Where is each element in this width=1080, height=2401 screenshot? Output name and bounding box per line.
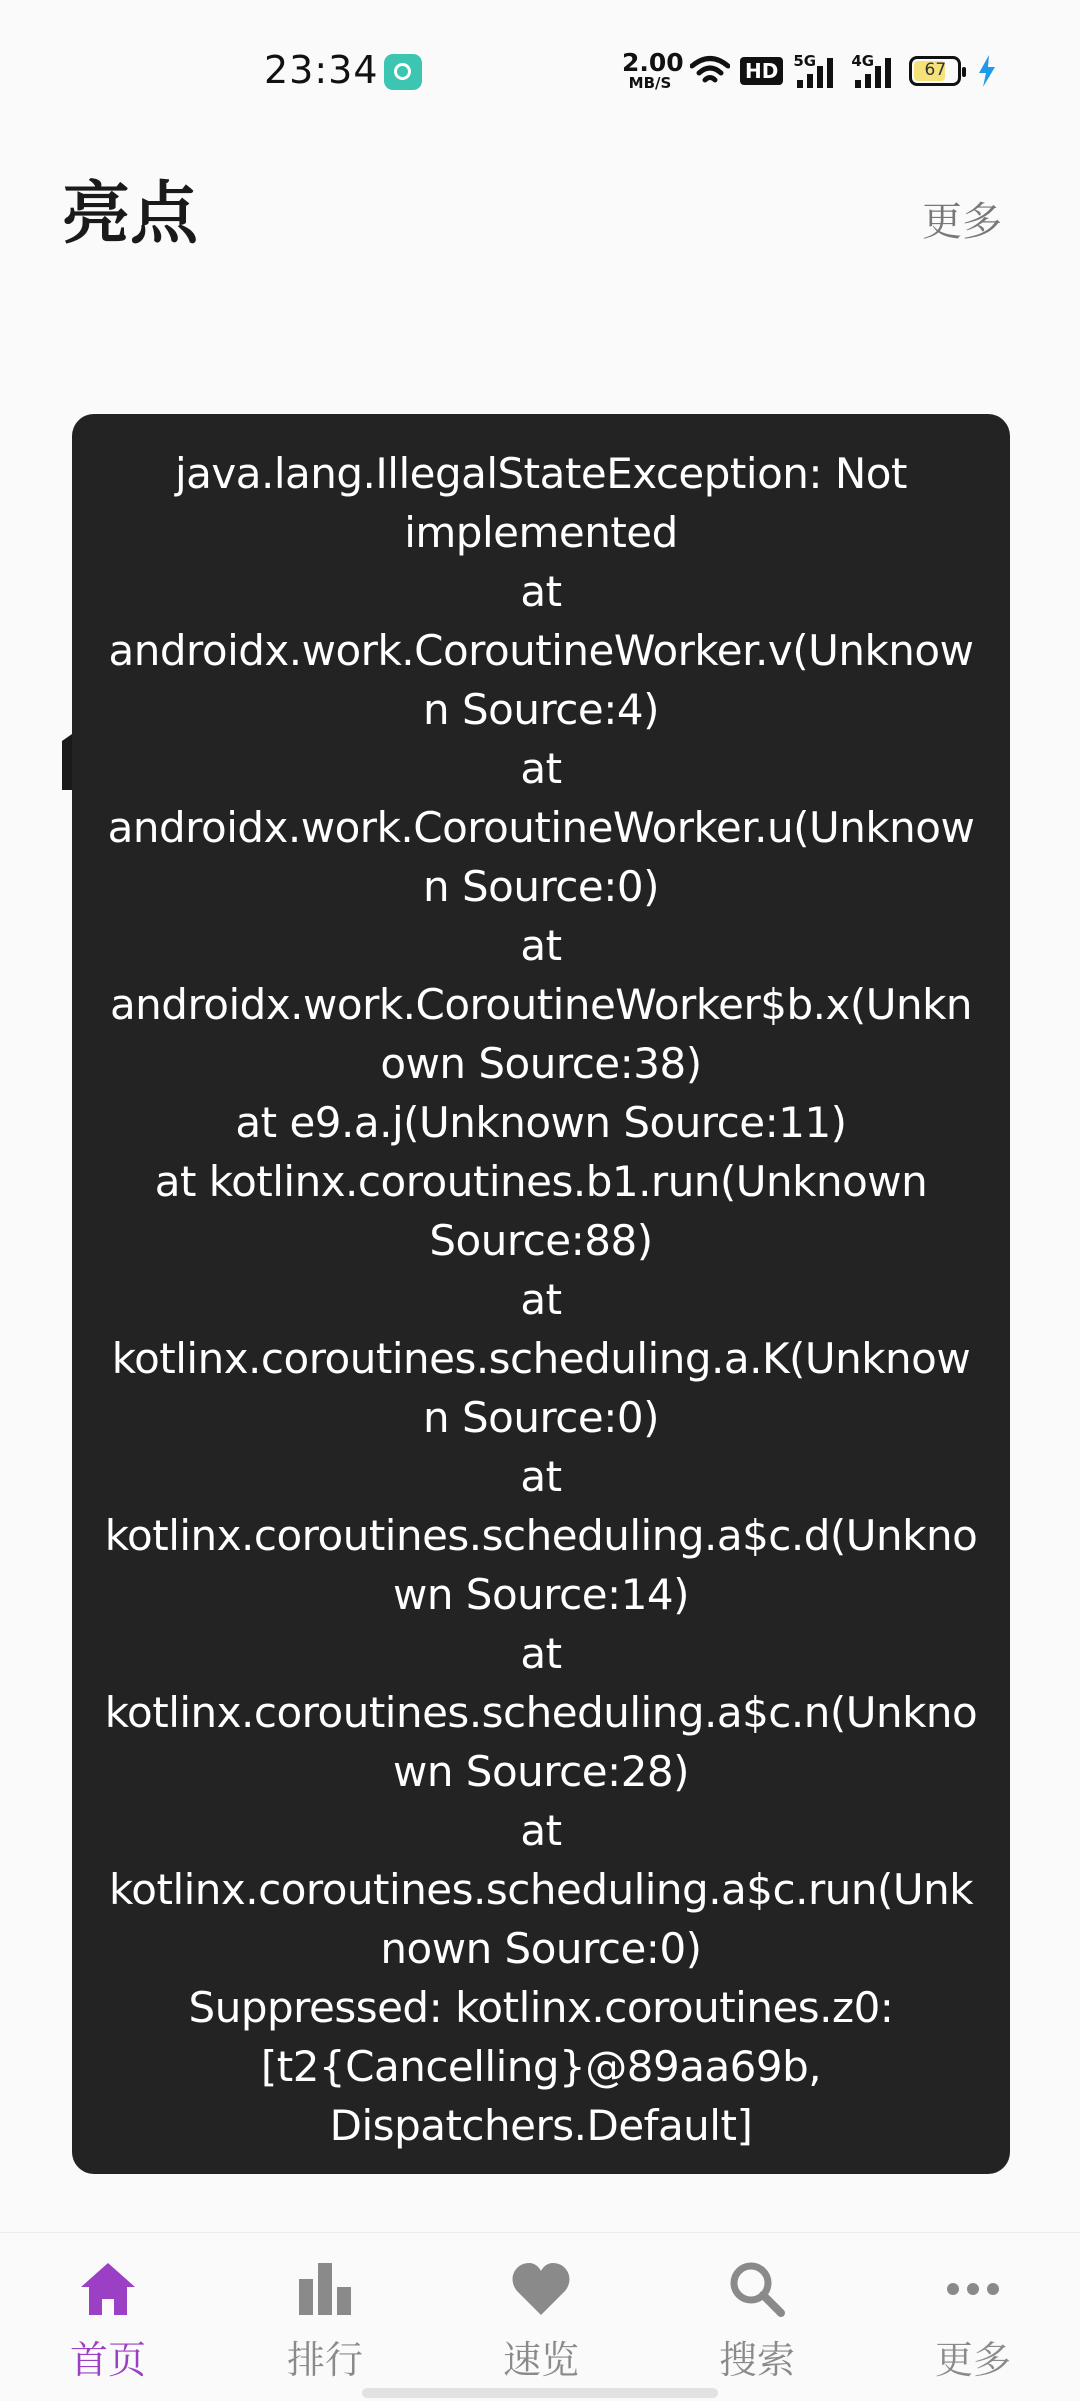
error-toast-line: implemented [404, 508, 678, 557]
error-toast-line: androidx.work.CoroutineWorker$b.x(Unkn [109, 980, 973, 1029]
error-toast-line: [t2{Cancelling}@89aa69b, [260, 2042, 822, 2091]
error-toast-line: kotlinx.coroutines.scheduling.a.K(Unknow [111, 1334, 971, 1383]
status-bar [0, 0, 1080, 140]
error-toast-line: at [520, 567, 562, 616]
error-toast-line: at [520, 1275, 562, 1324]
bar-chart-icon [295, 2259, 355, 2319]
error-toast-line: at [520, 1629, 562, 1678]
signal-5g-icon [793, 52, 841, 90]
home-indicator[interactable] [362, 2388, 718, 2398]
network-speed-unit: MB/S [628, 74, 672, 92]
nav-item-quickview[interactable] [466, 2259, 616, 2384]
error-toast-line: n Source:4) [423, 685, 659, 734]
sim2-label: 4G [851, 52, 875, 70]
error-toast-line: own Source:38) [380, 1039, 702, 1088]
nav-label-ranking: 排行 [286, 2338, 363, 2382]
app-notification-icon [384, 54, 422, 90]
battery-icon [909, 56, 961, 86]
nav-label-search: 搜索 [718, 2338, 795, 2382]
nav-label-quickview: 速览 [502, 2338, 579, 2382]
network-speed-value: 2.00 [622, 48, 684, 77]
nav-item-more[interactable] [898, 2259, 1048, 2384]
home-icon [78, 2259, 138, 2319]
nav-label-more: 更多 [934, 2338, 1011, 2382]
error-toast-line: at [520, 1452, 562, 1501]
bottom-navigation [0, 2232, 1080, 2401]
error-toast-line: wn Source:14) [392, 1570, 690, 1619]
network-speed [622, 48, 684, 92]
heart-icon [511, 2259, 571, 2319]
error-toast-line: androidx.work.CoroutineWorker.u(Unknow [107, 803, 975, 852]
sim1-label: 5G [793, 52, 817, 70]
error-toast-line: nown Source:0) [380, 1924, 702, 1973]
error-toast-line: wn Source:28) [392, 1747, 690, 1796]
error-toast-line: at [520, 1806, 562, 1855]
nav-label-home: 首页 [69, 2338, 146, 2382]
error-toast-line: n Source:0) [423, 1393, 659, 1442]
more-dots-icon [943, 2259, 1003, 2319]
error-toast-line: n Source:0) [423, 862, 659, 911]
error-toast-line: androidx.work.CoroutineWorker.v(Unknow [108, 626, 974, 675]
error-toast [72, 414, 1010, 2174]
wifi-icon [690, 55, 730, 87]
status-time: 23:34 [264, 48, 379, 92]
battery-percent: 67 [924, 60, 947, 80]
error-toast-line: java.lang.IllegalStateException: Not [175, 449, 907, 498]
error-toast-line: Source:88) [429, 1216, 653, 1265]
signal-4g-icon [851, 52, 899, 90]
nav-item-ranking[interactable] [250, 2259, 400, 2384]
error-toast-line: kotlinx.coroutines.scheduling.a$c.run(Unk [108, 1865, 974, 1914]
search-icon [727, 2259, 787, 2319]
error-toast-line: Suppressed: kotlinx.coroutines.z0: [188, 1983, 894, 2032]
error-toast-line: at [520, 921, 562, 970]
error-toast-line: Dispatchers.Default] [329, 2101, 753, 2150]
error-toast-line: at [520, 744, 562, 793]
more-link[interactable]: 更多 [922, 199, 1002, 245]
nav-item-search[interactable] [682, 2259, 832, 2384]
hd-icon: HD [740, 57, 783, 85]
error-toast-line: at e9.a.j(Unknown Source:11) [235, 1098, 847, 1147]
page-title: 亮点 [62, 175, 199, 254]
error-toast-line: kotlinx.coroutines.scheduling.a$c.n(Unkno [104, 1688, 978, 1737]
error-toast-line: kotlinx.coroutines.scheduling.a$c.d(Unkno [104, 1511, 978, 1560]
error-toast-line: at kotlinx.coroutines.b1.run(Unknown [154, 1157, 928, 1206]
nav-item-home[interactable] [33, 2259, 183, 2384]
charging-bolt-icon [977, 55, 997, 87]
